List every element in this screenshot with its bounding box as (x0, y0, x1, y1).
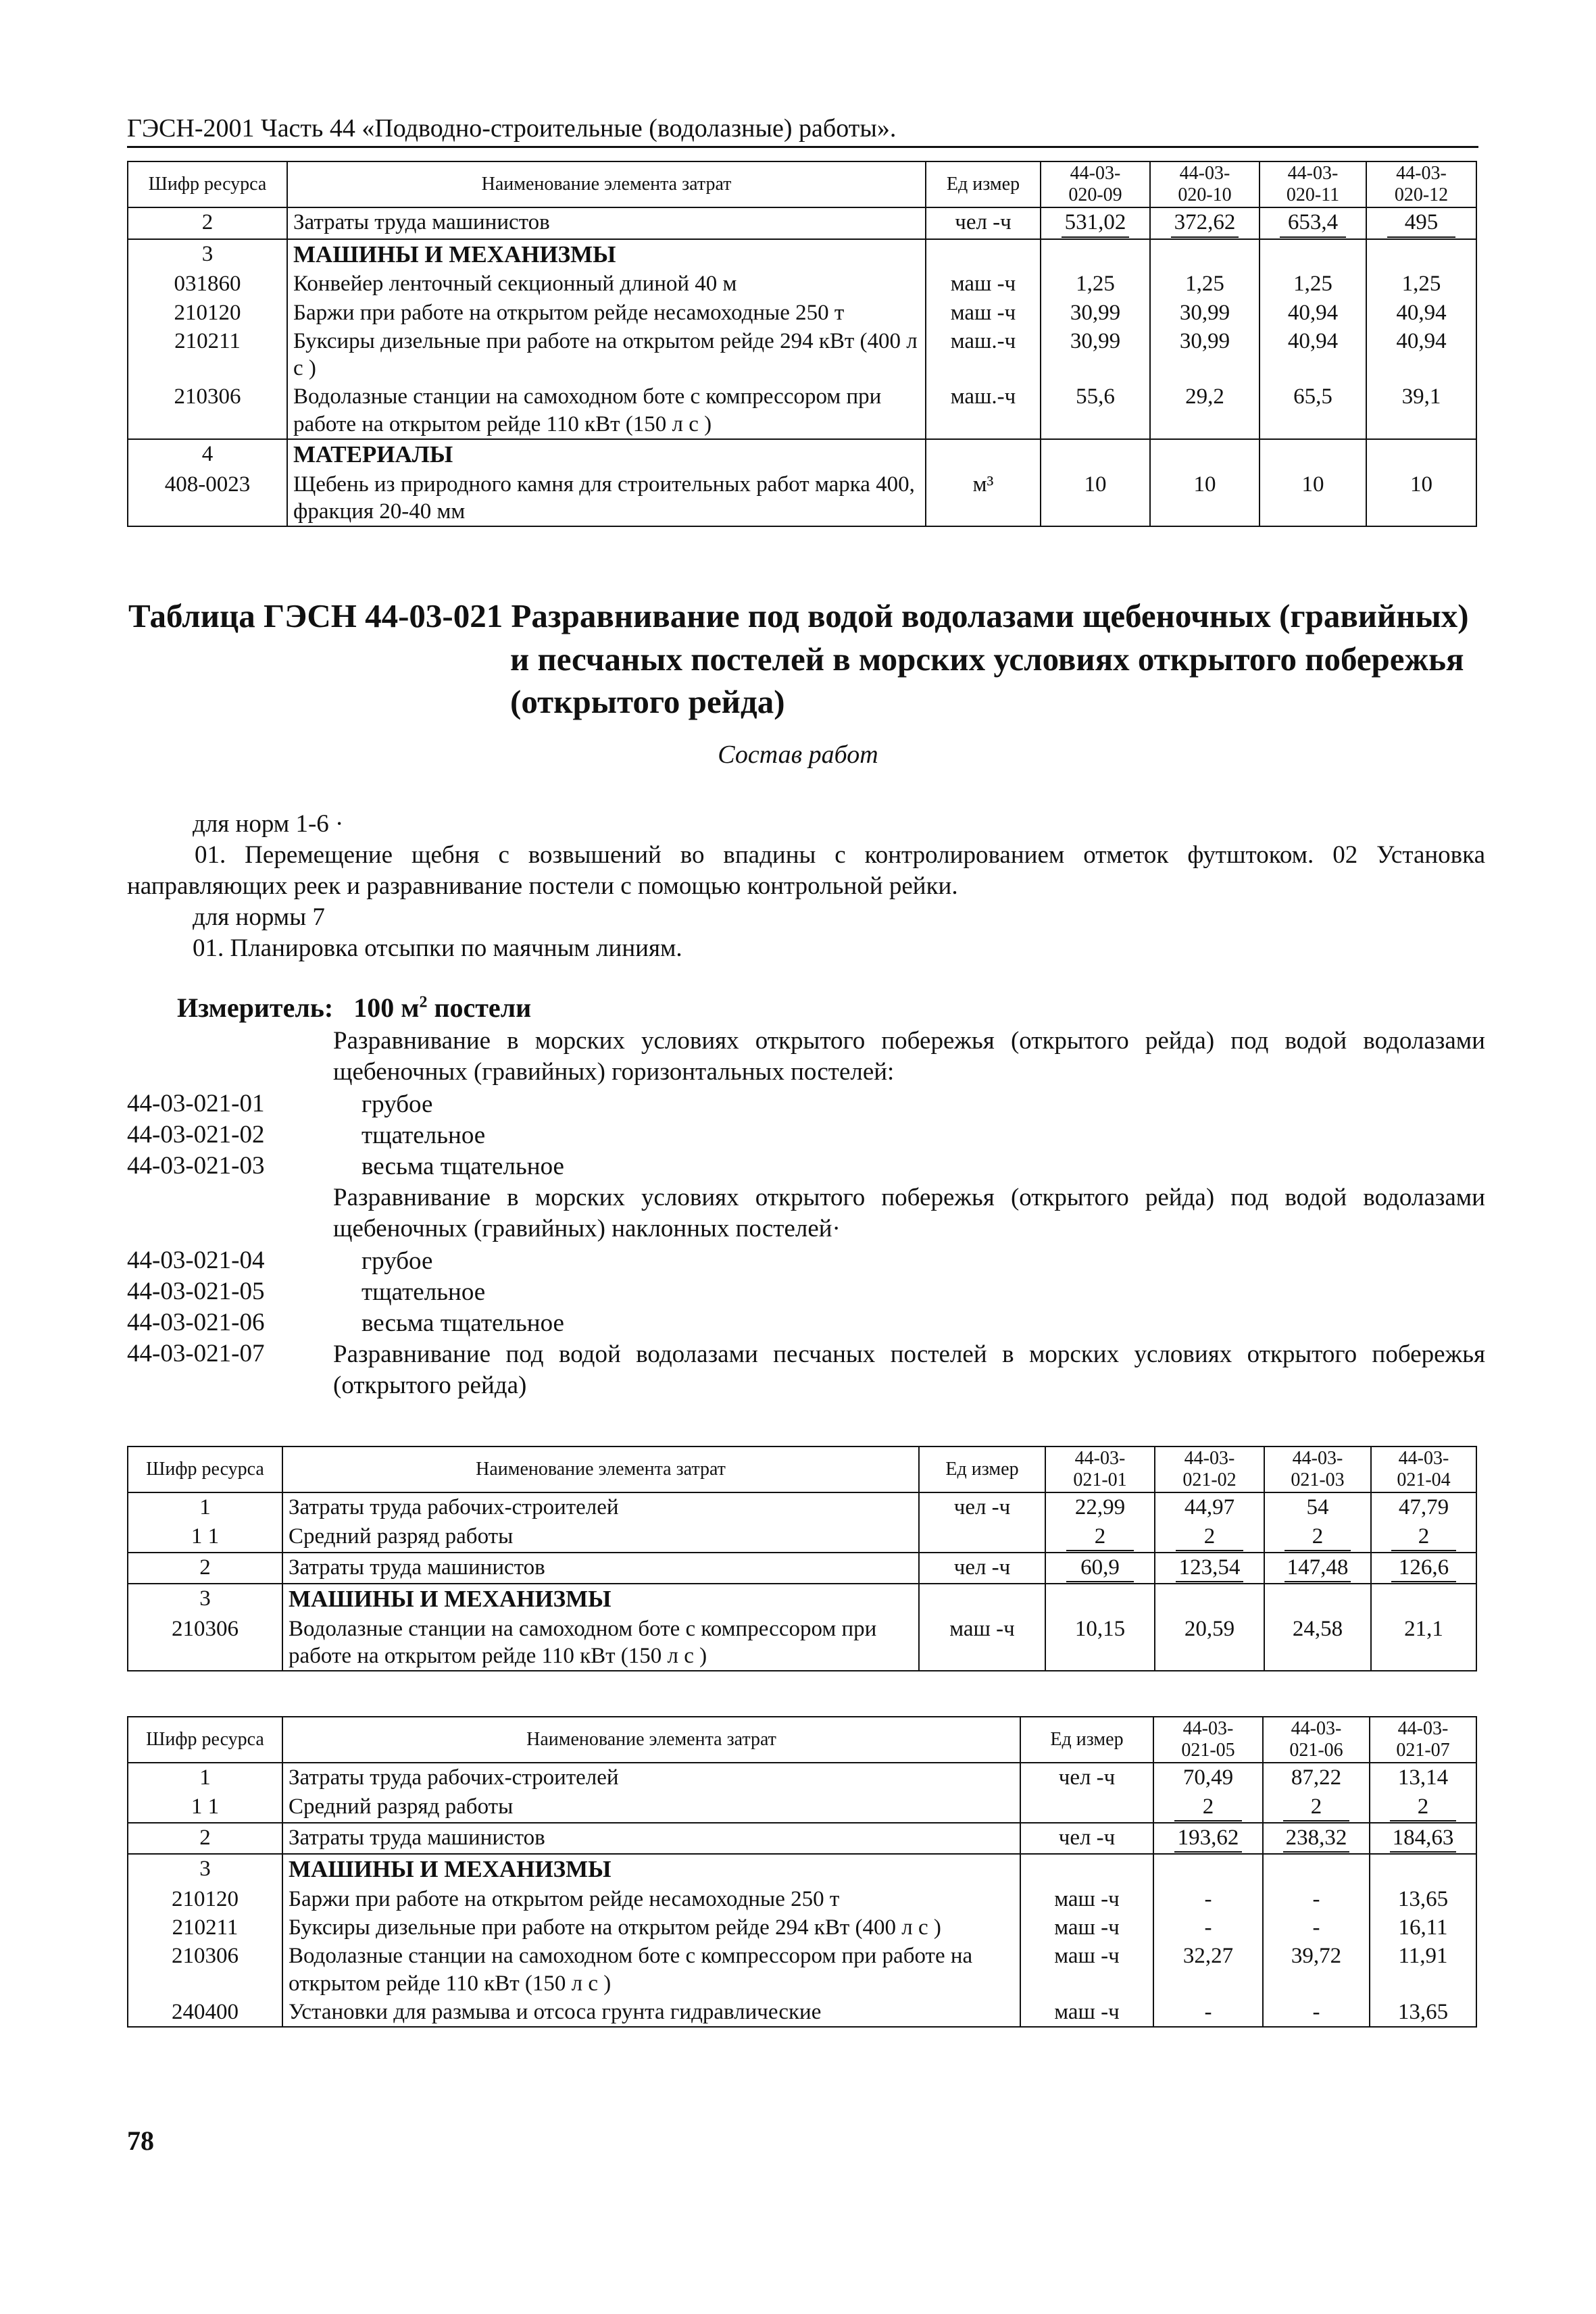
cell-value (1150, 239, 1260, 270)
table-row (128, 470, 1476, 527)
cell-value: - (1263, 1998, 1370, 2027)
cell-resource-code: 210306 (128, 1942, 282, 1998)
work-steps-7: 01. Планировка отсыпки по маячным линиям. (193, 934, 682, 962)
header-unit: Ед измер (919, 1447, 1045, 1492)
cell-value: 60,9 (1045, 1553, 1155, 1584)
section-row (128, 239, 1476, 270)
cell-value: 2 (1371, 1522, 1476, 1553)
cell-value: 40,94 (1366, 299, 1476, 327)
table-row (128, 299, 1476, 327)
norm-code: 44-03-021-04 (127, 1247, 265, 1274)
cell-unit (919, 1522, 1045, 1553)
cell-resource-code: 1 (128, 1763, 282, 1792)
cell-cost-element: Водолазные станции на самоходном боте с компрессором при работе на открытом рейде 110 кВт (150 л с ) (282, 1942, 1020, 1998)
cell-value: 11,91 (1370, 1942, 1476, 1998)
header-unit: Ед измер (926, 161, 1041, 207)
norm-desc: весьма тщательное (361, 1309, 564, 1337)
cell-value (1371, 1584, 1476, 1615)
header-norm-code: 44-03- 020-12 (1366, 161, 1476, 207)
cell-unit: маш -ч (1020, 1913, 1153, 1942)
cell-value: 70,49 (1153, 1763, 1263, 1792)
cell-unit: чел -ч (926, 207, 1041, 238)
cell-resource-code: 4 (128, 439, 287, 470)
cell-unit (926, 239, 1041, 270)
cell-value: - (1153, 1913, 1263, 1942)
table-row (128, 1792, 1476, 1823)
header-norm-code: 44-03- 021-06 (1263, 1717, 1370, 1763)
cell-value (1264, 1584, 1371, 1615)
cell-resource-code: 408-0023 (128, 470, 287, 527)
cell-value: 54 (1264, 1492, 1371, 1521)
cost-table-020 (127, 161, 1477, 527)
cell-value (1041, 239, 1150, 270)
norms-intro-inclined: Разравнивание в морских условиях открытого побережья (открытого рейда) под водой водолазами щебеночных (гравийных) наклонных постелей· (333, 1184, 1485, 1242)
cell-value (1260, 439, 1366, 470)
table-row (128, 327, 1476, 383)
cell-cost-element: Баржи при работе на открытом рейде несамоходные 250 т (287, 299, 926, 327)
cell-value: - (1153, 1998, 1263, 2027)
page-header: ГЭСН-2001 Часть 44 «Подводно-строительные (водолазные) работы». (127, 114, 1478, 148)
cell-cost-element: Водолазные станции на самоходном боте с компрессором при работе на открытом рейде 110 кВт (150 л с ) (287, 382, 926, 439)
cell-cost-element: Буксиры дизельные при работе на открытом рейде 294 кВт (400 л с ) (282, 1913, 1020, 1942)
cell-value: 44,97 (1155, 1492, 1264, 1521)
norm-desc: грубое (361, 1247, 433, 1275)
work-composition-heading: Состав работ (718, 740, 878, 769)
meter-value: 100 $м^2$ постели (353, 992, 532, 1023)
cell-value: 40,94 (1366, 327, 1476, 383)
cell-cost-element: Установки для размыва и отсоса грунта гидравлические (282, 1998, 1020, 2027)
header-resource-code: Шифр ресурса (128, 1447, 282, 1492)
cell-value: 30,99 (1041, 299, 1150, 327)
cell-value (1155, 1584, 1264, 1615)
cell-value: 10 (1150, 470, 1260, 527)
cell-value (1150, 439, 1260, 470)
cell-unit: чел -ч (919, 1553, 1045, 1584)
cell-value: 65,5 (1260, 382, 1366, 439)
cell-value: 10,15 (1045, 1615, 1155, 1671)
cell-value (1041, 439, 1150, 470)
table-header-row (128, 1447, 1476, 1492)
cell-value: 22,99 (1045, 1492, 1155, 1521)
cell-unit: маш.-ч (926, 327, 1041, 383)
cell-value: 1,25 (1260, 270, 1366, 298)
cell-value (1366, 439, 1476, 470)
cell-resource-code: 210306 (128, 382, 287, 439)
table-title-line-3: (открытого рейда) (510, 683, 785, 721)
section-row (128, 439, 1476, 470)
cell-value: - (1263, 1913, 1370, 1942)
cell-value: 13,65 (1370, 1998, 1476, 2027)
cell-unit (926, 439, 1041, 470)
table-row (128, 270, 1476, 298)
header-resource-code: Шифр ресурса (128, 1717, 282, 1763)
cell-resource-code: 210306 (128, 1615, 282, 1671)
cell-value: 372,62 (1150, 207, 1260, 238)
header-norm-code: 44-03- 021-05 (1153, 1717, 1263, 1763)
header-norm-code: 44-03- 021-02 (1155, 1447, 1264, 1492)
cell-resource-code: 1 1 (128, 1792, 282, 1823)
cell-unit: чел -ч (1020, 1823, 1153, 1854)
cell-resource-code: 240400 (128, 1998, 282, 2027)
header-unit: Ед измер (1020, 1717, 1153, 1763)
cell-resource-code: 2 (128, 1553, 282, 1584)
cell-value: 30,99 (1150, 299, 1260, 327)
cell-cost-element: Затраты труда машинистов (287, 207, 926, 238)
cell-value: 30,99 (1041, 327, 1150, 383)
cell-value: 47,79 (1371, 1492, 1476, 1521)
cell-value: 39,72 (1263, 1942, 1370, 1998)
header-norm-code: 44-03- 021-03 (1264, 1447, 1371, 1492)
cell-value: 193,62 (1153, 1823, 1263, 1854)
cell-value: 1,25 (1366, 270, 1476, 298)
cell-unit: маш -ч (926, 299, 1041, 327)
header-cost-element: Наименование элемента затрат (287, 161, 926, 207)
table-header-row (128, 161, 1476, 207)
norm-desc: грубое (361, 1090, 433, 1118)
cell-unit: м³ (926, 470, 1041, 527)
cell-resource-code: 031860 (128, 270, 287, 298)
table-header-row (128, 1717, 1476, 1763)
cell-value: 10 (1366, 470, 1476, 527)
cell-cost-element: Конвейер ленточный секционный длиной 40 м (287, 270, 926, 298)
cell-value (1153, 1854, 1263, 1885)
cell-cost-element: Буксиры дизельные при работе на открытом рейде 294 кВт (400 л с ) (287, 327, 926, 383)
cell-value: 10 (1260, 470, 1366, 527)
table-row (128, 1553, 1476, 1584)
cell-unit: маш -ч (1020, 1998, 1153, 2027)
norm-code: 44-03-021-02 (127, 1121, 265, 1149)
cell-value: - (1153, 1885, 1263, 1913)
cell-value: 123,54 (1155, 1553, 1264, 1584)
header-cost-element: Наименование элемента затрат (282, 1717, 1020, 1763)
table-row (128, 382, 1476, 439)
cell-value: 184,63 (1370, 1823, 1476, 1854)
cell-value: 126,6 (1371, 1553, 1476, 1584)
norm-desc: тщательное (361, 1122, 486, 1149)
norm-code: 44-03-021-05 (127, 1278, 265, 1305)
cell-value: 531,02 (1041, 207, 1150, 238)
cell-section-name: МАТЕРИАЛЫ (287, 439, 926, 470)
section-row (128, 1854, 1476, 1885)
table-row (128, 1763, 1476, 1792)
table-row (128, 1913, 1476, 1942)
cell-value: 2 (1264, 1522, 1371, 1553)
table-row (128, 1492, 1476, 1521)
header-norm-code: 44-03- 021-01 (1045, 1447, 1155, 1492)
cell-resource-code: 210211 (128, 1913, 282, 1942)
cell-value (1263, 1854, 1370, 1885)
cell-resource-code: 3 (128, 1854, 282, 1885)
cell-value: 20,59 (1155, 1615, 1264, 1671)
section-row (128, 1584, 1476, 1615)
cell-cost-element: Затраты труда машинистов (282, 1823, 1020, 1854)
cell-unit: маш.-ч (926, 382, 1041, 439)
cell-value: 13,14 (1370, 1763, 1476, 1792)
cell-value: 55,6 (1041, 382, 1150, 439)
cell-resource-code: 1 1 (128, 1522, 282, 1553)
table-row (128, 1522, 1476, 1553)
cost-table-021-b (127, 1716, 1477, 2028)
cell-value (1045, 1584, 1155, 1615)
cell-value: 32,27 (1153, 1942, 1263, 1998)
cell-value: 2 (1155, 1522, 1264, 1553)
table-row (128, 1615, 1476, 1671)
cell-resource-code: 1 (128, 1492, 282, 1521)
cell-unit: маш -ч (919, 1615, 1045, 1671)
cell-value: 238,32 (1263, 1823, 1370, 1854)
cell-resource-code: 210120 (128, 299, 287, 327)
cell-resource-code: 3 (128, 239, 287, 270)
cell-value: 147,48 (1264, 1553, 1371, 1584)
table-row (128, 1885, 1476, 1913)
cell-value: 495 (1366, 207, 1476, 238)
meter (177, 992, 531, 1024)
table-row (128, 1998, 1476, 2027)
cell-cost-element: Затраты труда рабочих-строителей (282, 1492, 919, 1521)
norm-code: 44-03-021-06 (127, 1309, 265, 1336)
cell-value: 16,11 (1370, 1913, 1476, 1942)
header-resource-code: Шифр ресурса (128, 161, 287, 207)
cell-unit (919, 1584, 1045, 1615)
header-norm-code: 44-03- 021-04 (1371, 1447, 1476, 1492)
cell-resource-code: 3 (128, 1584, 282, 1615)
cell-resource-code: 2 (128, 207, 287, 238)
cell-cost-element: Средний разряд работы (282, 1792, 1020, 1823)
cell-cost-element: Баржи при работе на открытом рейде несамоходные 250 т (282, 1885, 1020, 1913)
cell-value: 2 (1370, 1792, 1476, 1823)
table-row (128, 1823, 1476, 1854)
cell-unit (1020, 1792, 1153, 1823)
cell-value: 2 (1263, 1792, 1370, 1823)
cell-value: 40,94 (1260, 327, 1366, 383)
cell-resource-code: 210211 (128, 327, 287, 383)
norm-code: 44-03-021-07 (127, 1340, 265, 1367)
table-title-line-2: и песчаных постелей в морских условиях открытого побережья (510, 640, 1464, 678)
work-for-norms-1-6: для норм 1-6 · (193, 810, 344, 838)
header-cost-element: Наименование элемента затрат (282, 1447, 919, 1492)
table-row (128, 207, 1476, 238)
cell-value: 29,2 (1150, 382, 1260, 439)
cell-section-name: МАШИНЫ И МЕХАНИЗМЫ (282, 1854, 1020, 1885)
cell-unit: чел -ч (1020, 1763, 1153, 1792)
norm-desc: тщательное (361, 1278, 486, 1306)
cell-section-name: МАШИНЫ И МЕХАНИЗМЫ (287, 239, 926, 270)
cost-table-021-a (127, 1446, 1477, 1671)
cell-value: - (1263, 1885, 1370, 1913)
cell-resource-code: 210120 (128, 1885, 282, 1913)
table-title (128, 595, 1487, 724)
cell-value (1370, 1854, 1476, 1885)
cell-value: 87,22 (1263, 1763, 1370, 1792)
header-norm-code: 44-03- 020-11 (1260, 161, 1366, 207)
page-number: 78 (127, 2126, 154, 2156)
table-title-line-1: Таблица ГЭСН 44-03-021 Разравнивание под водой водолазами щебеночных (гравийных) (128, 597, 1469, 634)
cell-unit: маш -ч (1020, 1885, 1153, 1913)
norm-code: 44-03-021-03 (127, 1152, 265, 1180)
cell-value: 13,65 (1370, 1885, 1476, 1913)
cell-unit: чел -ч (919, 1492, 1045, 1521)
cell-value (1260, 239, 1366, 270)
cell-value: 1,25 (1041, 270, 1150, 298)
work-steps-1-6: 01. Перемещение щебня с возвышений во впадины с контролированием отметок футштоком. 02 Установка направляющих реек и разравнивание постели с помощью контрольной рейки. (127, 841, 1485, 900)
header-norm-code: 44-03- 021-07 (1370, 1717, 1476, 1763)
norm-desc: весьма тщательное (361, 1153, 564, 1180)
cell-section-name: МАШИНЫ И МЕХАНИЗМЫ (282, 1584, 919, 1615)
cell-unit: маш -ч (926, 270, 1041, 298)
cell-value: 1,25 (1150, 270, 1260, 298)
cell-value: 24,58 (1264, 1615, 1371, 1671)
meter-label: Измеритель: (177, 992, 334, 1023)
cell-value: 40,94 (1260, 299, 1366, 327)
cell-cost-element: Водолазные станции на самоходном боте с компрессором при работе на открытом рейде 110 кВт (150 л с ) (282, 1615, 919, 1671)
cell-cost-element: Затраты труда машинистов (282, 1553, 919, 1584)
header-norm-code: 44-03- 020-10 (1150, 161, 1260, 207)
cell-value: 21,1 (1371, 1615, 1476, 1671)
cell-unit (1020, 1854, 1153, 1885)
cell-unit: маш -ч (1020, 1942, 1153, 1998)
cell-value: 39,1 (1366, 382, 1476, 439)
cell-cost-element: Щебень из природного камня для строительных работ марка 400, фракция 20-40 мм (287, 470, 926, 527)
cell-value: 30,99 (1150, 327, 1260, 383)
cell-value (1366, 239, 1476, 270)
cell-cost-element: Затраты труда рабочих-строителей (282, 1763, 1020, 1792)
cell-value: 10 (1041, 470, 1150, 527)
cell-value: 2 (1045, 1522, 1155, 1553)
header-norm-code: 44-03- 020-09 (1041, 161, 1150, 207)
norm-desc: Разравнивание под водой водолазами песчаных постелей в морских условиях открытого побережья (открытого рейда) (333, 1340, 1485, 1399)
work-for-norm-7: для нормы 7 (193, 903, 325, 931)
cell-cost-element: Средний разряд работы (282, 1522, 919, 1553)
cell-value: 2 (1153, 1792, 1263, 1823)
cell-resource-code: 2 (128, 1823, 282, 1854)
cell-value: 653,4 (1260, 207, 1366, 238)
norm-code: 44-03-021-01 (127, 1090, 265, 1117)
norms-intro-horizontal: Разравнивание в морских условиях открытого побережья (открытого рейда) под водой водолазами щебеночных (гравийных) горизонтальных постелей: (333, 1027, 1485, 1086)
table-row (128, 1942, 1476, 1998)
